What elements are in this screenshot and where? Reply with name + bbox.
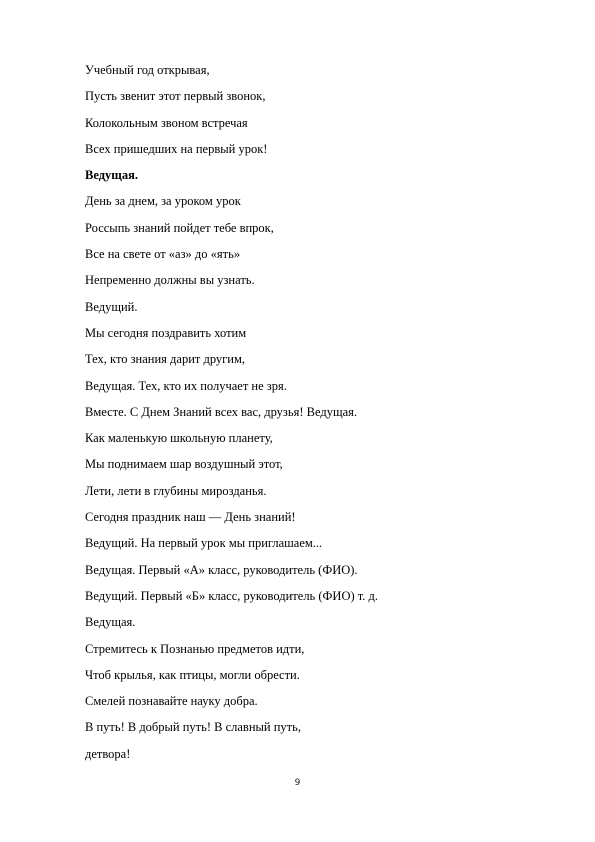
text-line: День за днем, за уроком урок (85, 194, 241, 209)
text-line: Смелей познавайте науку добра. (85, 694, 258, 709)
text-line: Ведущая. Тех, кто их получает не зря. (85, 378, 287, 393)
speaker-heading: Ведущая. (85, 168, 138, 183)
poem-text (85, 57, 545, 767)
text-line: Ведущая. (85, 615, 136, 630)
text-line: Учебный год открывая, (85, 63, 210, 77)
text-line: Россыпь знаний пойдет тебе впрок, (85, 220, 274, 235)
text-line: Пусть звенит этот первый звонок, (85, 89, 266, 104)
text-line: Мы сегодня поздравить хотим (85, 325, 247, 340)
text-line: Ведущий. На первый урок мы приглашаем... (85, 536, 323, 551)
page-number: 9 (294, 778, 301, 788)
text-line: Как маленькую школьную планету, (85, 431, 273, 446)
text-line: Вместе. С Днем Знаний всех вас, друзья! Ведущая. (85, 404, 357, 419)
text-line: В путь! В добрый путь! В славный путь, (85, 720, 301, 735)
text-line: Лети, лети в глубины мирозданья. (85, 483, 267, 498)
text-line: Тех, кто знания дарит другим, (85, 352, 246, 367)
text-line: Все на свете от «аз» до «ять» (85, 247, 241, 262)
text-line: Непременно должны вы узнать. (85, 273, 255, 288)
text-line: Ведущая. Первый «А» класс, руководитель (ФИО). (85, 562, 358, 577)
text-line: детвора! (85, 746, 131, 761)
text-line: Чтоб крылья, как птицы, могли обрести. (85, 667, 300, 682)
text-line: Сегодня праздник наш — День знаний! (85, 510, 296, 525)
text-line: Мы поднимаем шар воздушный этот, (85, 457, 283, 472)
text-line: Всех пришедших на первый урок! (85, 141, 268, 156)
text-line: Колокольным звоном встречая (85, 115, 248, 130)
text-line: Ведущий. (85, 299, 138, 314)
text-line: Стремитесь к Познанью предметов идти, (85, 641, 305, 656)
text-line: Ведущий. Первый «Б» класс, руководитель (ФИО) т. д. (85, 588, 379, 603)
